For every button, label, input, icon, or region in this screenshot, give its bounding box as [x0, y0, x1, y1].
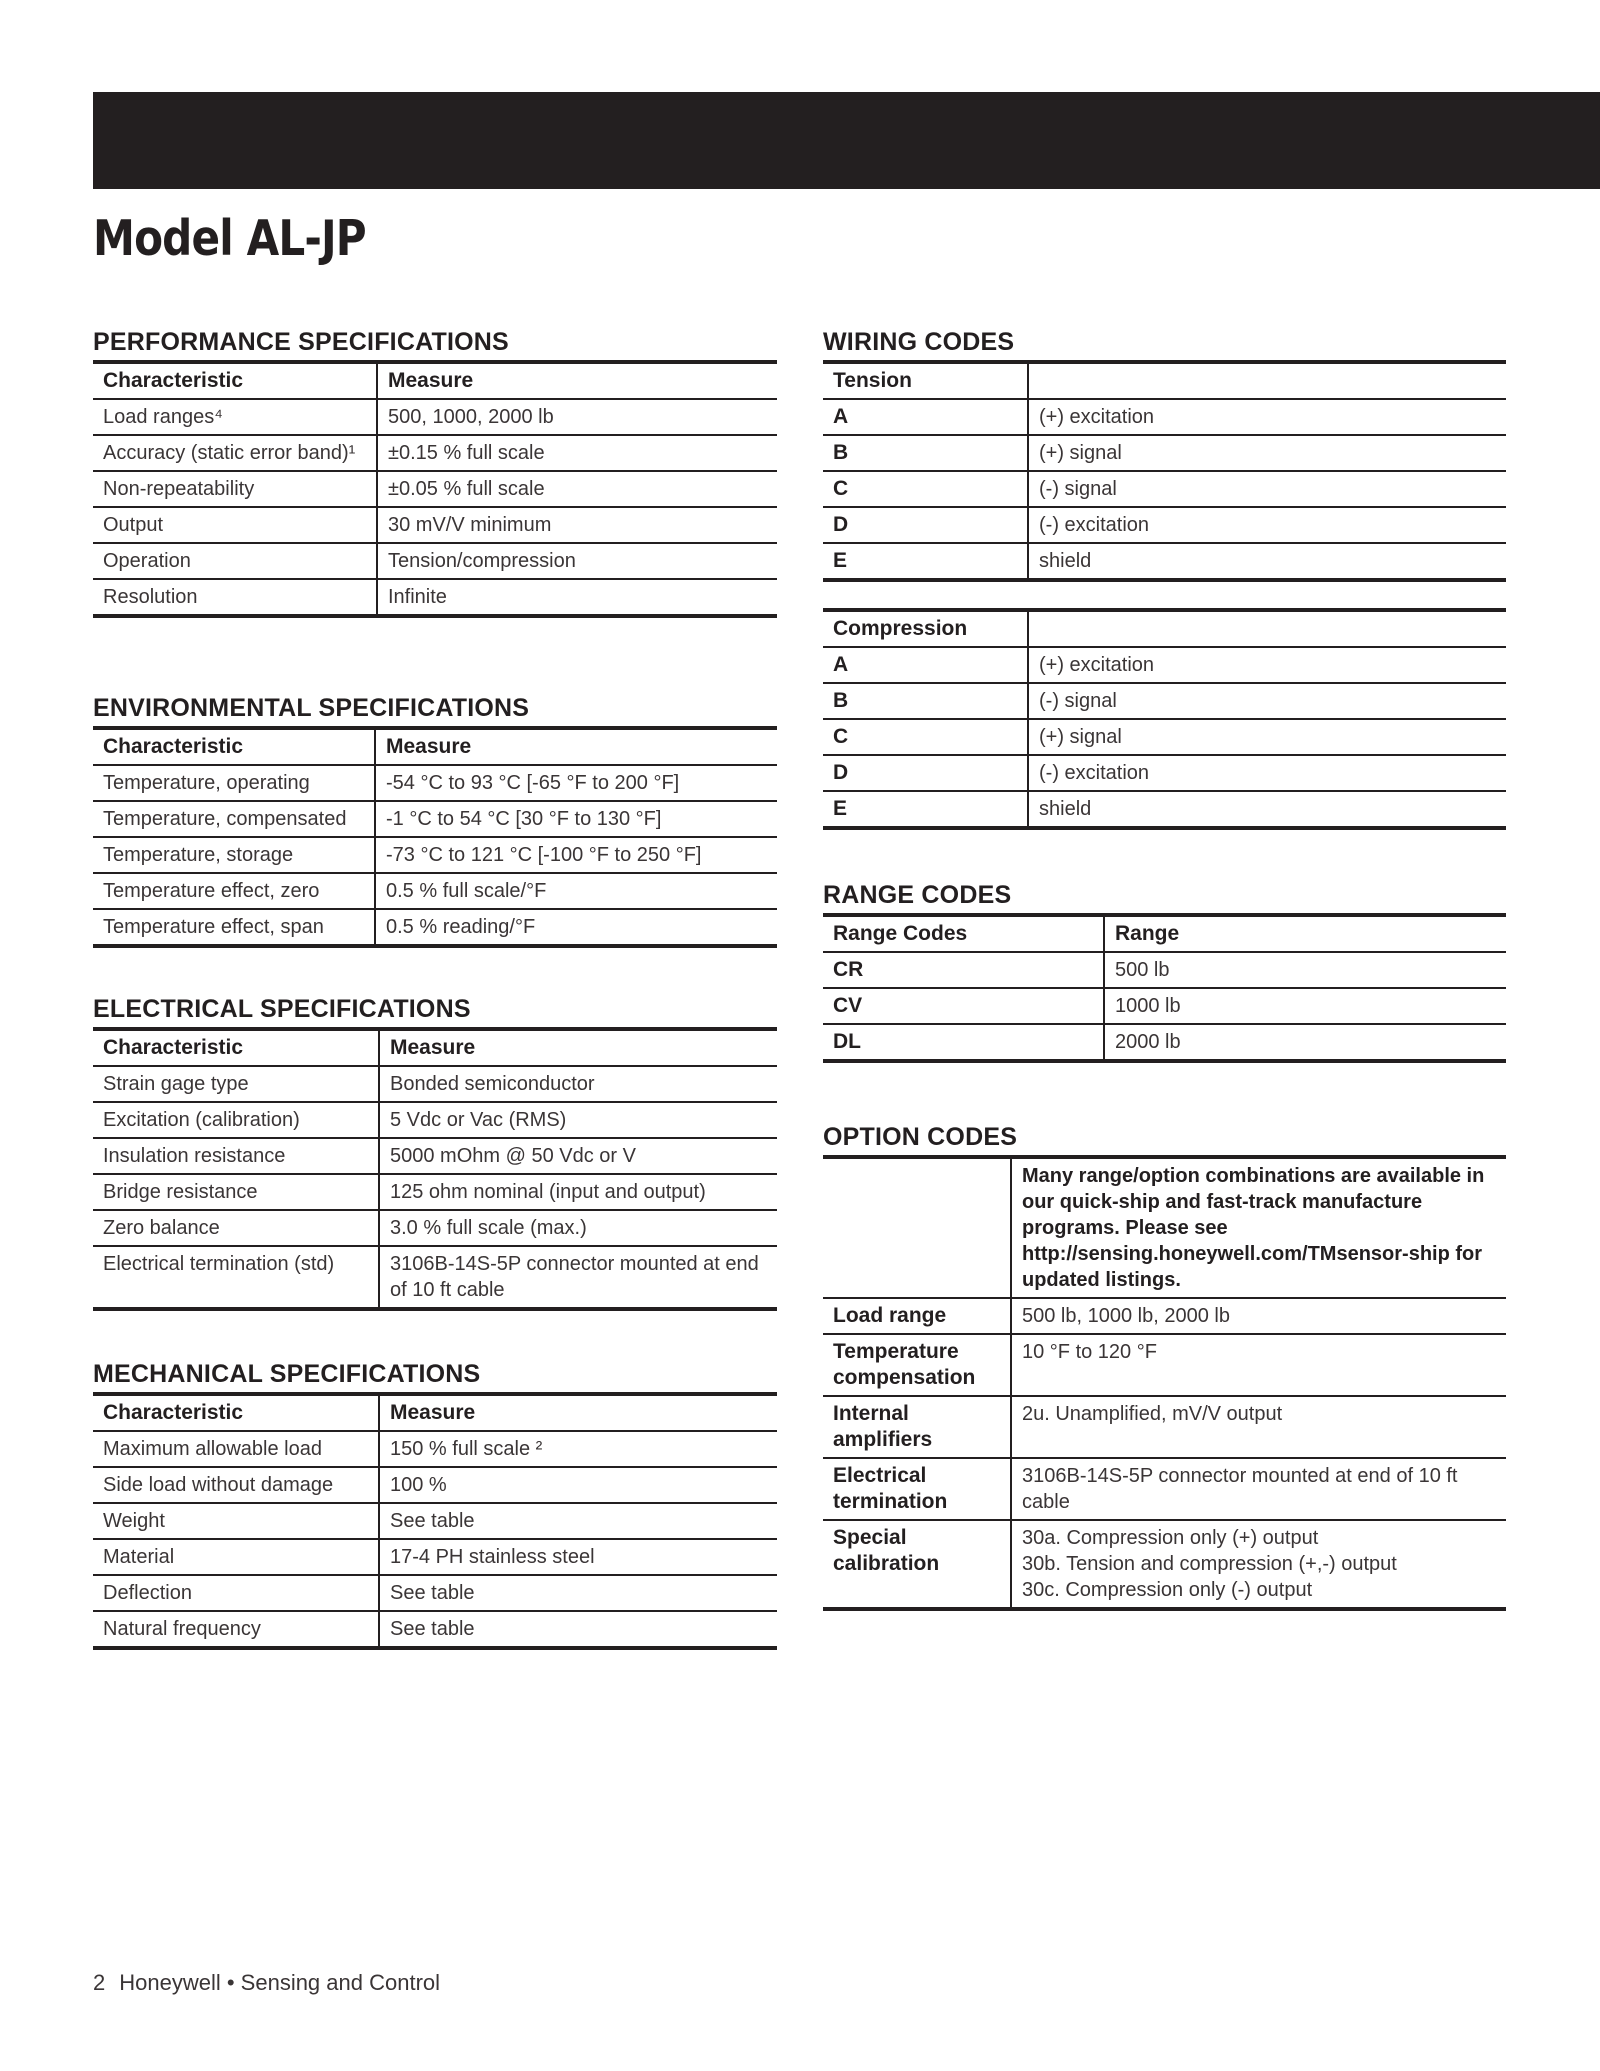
header-cell: Measure — [377, 362, 777, 399]
table-header-row — [823, 915, 1506, 952]
cell: Temperature effect, span — [93, 909, 375, 946]
cell: 500 lb — [1104, 952, 1506, 988]
table-row — [823, 952, 1506, 988]
page-title: Model AL-JP — [93, 210, 366, 267]
cell: Non-repeatability — [93, 471, 377, 507]
cell: Resolution — [93, 579, 377, 616]
cell: 125 ohm nominal (input and output) — [379, 1174, 777, 1210]
cell: A — [823, 647, 1028, 683]
cell: Excitation (calibration) — [93, 1102, 379, 1138]
cell: Natural frequency — [93, 1611, 379, 1648]
cell: 100 % — [379, 1467, 777, 1503]
environmental-title: ENVIRONMENTAL SPECIFICATIONS — [93, 694, 530, 722]
header-cell: Measure — [379, 1394, 777, 1431]
cell: Temperature, operating — [93, 765, 375, 801]
cell: Material — [93, 1539, 379, 1575]
cell: 3.0 % full scale (max.) — [379, 1210, 777, 1246]
table-row — [93, 399, 777, 435]
cell: (-) excitation — [1028, 507, 1506, 543]
cell: C — [823, 471, 1028, 507]
table-row — [823, 399, 1506, 435]
cell: A — [823, 399, 1028, 435]
cell: B — [823, 435, 1028, 471]
table-row — [93, 873, 777, 909]
cell: Tension/compression — [377, 543, 777, 579]
cell: Internal amplifiers — [823, 1396, 1011, 1458]
table-header-row — [93, 1394, 777, 1431]
cell: 3106B-14S-5P connector mounted at end of 10 ft cable — [379, 1246, 777, 1309]
table-header-row — [823, 610, 1506, 647]
cell: (+) signal — [1028, 719, 1506, 755]
table-row — [823, 507, 1506, 543]
cell: CR — [823, 952, 1104, 988]
cell: (+) excitation — [1028, 399, 1506, 435]
cell: Temperature effect, zero — [93, 873, 375, 909]
wiring-title: WIRING CODES — [823, 328, 1015, 356]
table-row — [93, 1102, 777, 1138]
cell: Infinite — [377, 579, 777, 616]
table-row — [93, 1210, 777, 1246]
table-header-row — [93, 1029, 777, 1066]
table-row — [823, 1458, 1506, 1520]
table-row — [823, 988, 1506, 1024]
cell: 0.5 % reading/°F — [375, 909, 777, 946]
cell: Output — [93, 507, 377, 543]
header-cell: Characteristic — [103, 1401, 244, 1424]
footer-text: Honeywell • Sensing and Control — [119, 1970, 441, 1995]
cell: Load range — [823, 1298, 1011, 1334]
cell: See table — [379, 1611, 777, 1648]
table-row — [93, 1431, 777, 1467]
cell: (-) signal — [1028, 471, 1506, 507]
header-cell: Measure — [375, 728, 777, 765]
mechanical-section — [93, 1359, 777, 1650]
header-cell: Characteristic — [103, 735, 244, 758]
table-row — [823, 683, 1506, 719]
table-row — [93, 1503, 777, 1539]
table-row — [93, 1138, 777, 1174]
table-row — [93, 579, 777, 616]
availability-note: Many range/option combinations are available in our quick-ship and fast-track manufacture programs. Please see http://sensing.honeywell.com/TMsensor-ship for updated listings. — [1011, 1157, 1506, 1298]
table-row — [823, 755, 1506, 791]
table-header-row — [823, 1157, 1506, 1298]
header-cell: Measure — [379, 1029, 777, 1066]
cell: ±0.05 % full scale — [377, 471, 777, 507]
cell: Side load without damage — [93, 1467, 379, 1503]
cell: shield — [1028, 543, 1506, 580]
header-cell — [1028, 362, 1506, 399]
table-row — [93, 543, 777, 579]
cell: Strain gage type — [93, 1066, 379, 1102]
table-row — [823, 1396, 1506, 1458]
table-row — [93, 837, 777, 873]
cell: 5 Vdc or Vac (RMS) — [379, 1102, 777, 1138]
cell: E — [823, 543, 1028, 580]
cell: -1 °C to 54 °C [30 °F to 130 °F] — [375, 801, 777, 837]
table-row — [823, 1334, 1506, 1396]
cell: D — [823, 755, 1028, 791]
table-row — [823, 1024, 1506, 1061]
cell: E — [823, 791, 1028, 828]
cell: 17-4 PH stainless steel — [379, 1539, 777, 1575]
cell: 3106B-14S-5P connector mounted at end of 10 ft cable — [1011, 1458, 1506, 1520]
cell: See table — [379, 1503, 777, 1539]
cell: DL — [823, 1024, 1104, 1061]
table-header-row — [93, 728, 777, 765]
environmental-table — [93, 726, 777, 948]
header-cell — [1028, 610, 1506, 647]
header-cell: Range Codes — [833, 922, 968, 945]
table-row — [93, 507, 777, 543]
mechanical-table — [93, 1392, 777, 1650]
wiring-compression-table — [823, 608, 1506, 830]
cell: 1000 lb — [1104, 988, 1506, 1024]
cell: -73 °C to 121 °C [-100 °F to 250 °F] — [375, 837, 777, 873]
electrical-title: ELECTRICAL SPECIFICATIONS — [93, 995, 471, 1023]
cell: Temperature, compensated — [93, 801, 375, 837]
table-row — [93, 1539, 777, 1575]
cell: See table — [379, 1575, 777, 1611]
performance-section — [93, 327, 777, 618]
performance-title: PERFORMANCE SPECIFICATIONS — [93, 328, 509, 356]
option-title: OPTION CODES — [823, 1123, 1018, 1151]
electrical-table — [93, 1027, 777, 1311]
table-row — [823, 543, 1506, 580]
table-row — [93, 435, 777, 471]
cell: shield — [1028, 791, 1506, 828]
wiring-section — [823, 327, 1506, 830]
cell: C — [823, 719, 1028, 755]
cell: D — [823, 507, 1028, 543]
cell: (+) signal — [1028, 435, 1506, 471]
cell: Maximum allowable load — [93, 1431, 379, 1467]
wiring-tension-table — [823, 360, 1506, 582]
table-row — [823, 471, 1506, 507]
page-footer — [93, 1970, 440, 1996]
table-row — [823, 435, 1506, 471]
cell: Insulation resistance — [93, 1138, 379, 1174]
cell: 30 mV/V minimum — [377, 507, 777, 543]
cell: Weight — [93, 1503, 379, 1539]
cell: Temperature, storage — [93, 837, 375, 873]
cell: 150 % full scale ² — [379, 1431, 777, 1467]
cell: 500 lb, 1000 lb, 2000 lb — [1011, 1298, 1506, 1334]
performance-table — [93, 360, 777, 618]
table-row — [93, 1066, 777, 1102]
cell: Accuracy (static error band)¹ — [93, 435, 377, 471]
cell: Bridge resistance — [93, 1174, 379, 1210]
page-number: 2 — [93, 1970, 106, 1995]
cell: 10 °F to 120 °F — [1011, 1334, 1506, 1396]
cell: Electrical termination — [823, 1458, 1011, 1520]
table-row — [93, 1246, 777, 1309]
cell: 5000 mOhm @ 50 Vdc or V — [379, 1138, 777, 1174]
table-row — [93, 801, 777, 837]
cell: Zero balance — [93, 1210, 379, 1246]
header-cell: Compression — [833, 617, 968, 640]
table-row — [823, 719, 1506, 755]
cell: (-) signal — [1028, 683, 1506, 719]
header-cell: Range — [1104, 915, 1506, 952]
option-table — [823, 1155, 1506, 1611]
table-row — [93, 1467, 777, 1503]
cell: Deflection — [93, 1575, 379, 1611]
cell — [823, 1157, 1011, 1298]
cell: ±0.15 % full scale — [377, 435, 777, 471]
cell: 30a. Compression only (+) output 30b. Tension and compression (+,-) output 30c. Compression only (-) output — [1011, 1520, 1506, 1609]
table-header-row — [823, 362, 1506, 399]
table-row — [93, 1174, 777, 1210]
option-section — [823, 1122, 1506, 1611]
table-row — [93, 1611, 777, 1648]
header-cell: Tension — [833, 369, 912, 392]
table-row — [93, 909, 777, 946]
range-table — [823, 913, 1506, 1063]
table-row — [823, 1298, 1506, 1334]
cell: (-) excitation — [1028, 755, 1506, 791]
cell: 500, 1000, 2000 lb — [377, 399, 777, 435]
cell: -54 °C to 93 °C [-65 °F to 200 °F] — [375, 765, 777, 801]
cell: CV — [823, 988, 1104, 1024]
environmental-section — [93, 693, 777, 948]
cell: 2000 lb — [1104, 1024, 1506, 1061]
table-row — [823, 1520, 1506, 1609]
table-row — [93, 1575, 777, 1611]
cell: Operation — [93, 543, 377, 579]
cell: 0.5 % full scale/°F — [375, 873, 777, 909]
cell: Bonded semiconductor — [379, 1066, 777, 1102]
table-row — [93, 765, 777, 801]
table-row — [93, 471, 777, 507]
header-cell: Characteristic — [103, 369, 244, 392]
cell: 2u. Unamplified, mV/V output — [1011, 1396, 1506, 1458]
header-cell: Characteristic — [103, 1036, 244, 1059]
cell: B — [823, 683, 1028, 719]
cell: Electrical termination (std) — [93, 1246, 379, 1309]
electrical-section — [93, 994, 777, 1311]
table-row — [823, 791, 1506, 828]
cell: (+) excitation — [1028, 647, 1506, 683]
mechanical-title: MECHANICAL SPECIFICATIONS — [93, 1360, 481, 1388]
cell: Temperature compensation — [823, 1334, 1011, 1396]
range-section — [823, 880, 1506, 1063]
table-row — [823, 647, 1506, 683]
range-title: RANGE CODES — [823, 881, 1012, 909]
table-header-row — [93, 362, 777, 399]
cell: Load ranges⁴ — [93, 399, 377, 435]
header-banner — [93, 92, 1600, 189]
cell: Special calibration — [823, 1520, 1011, 1609]
